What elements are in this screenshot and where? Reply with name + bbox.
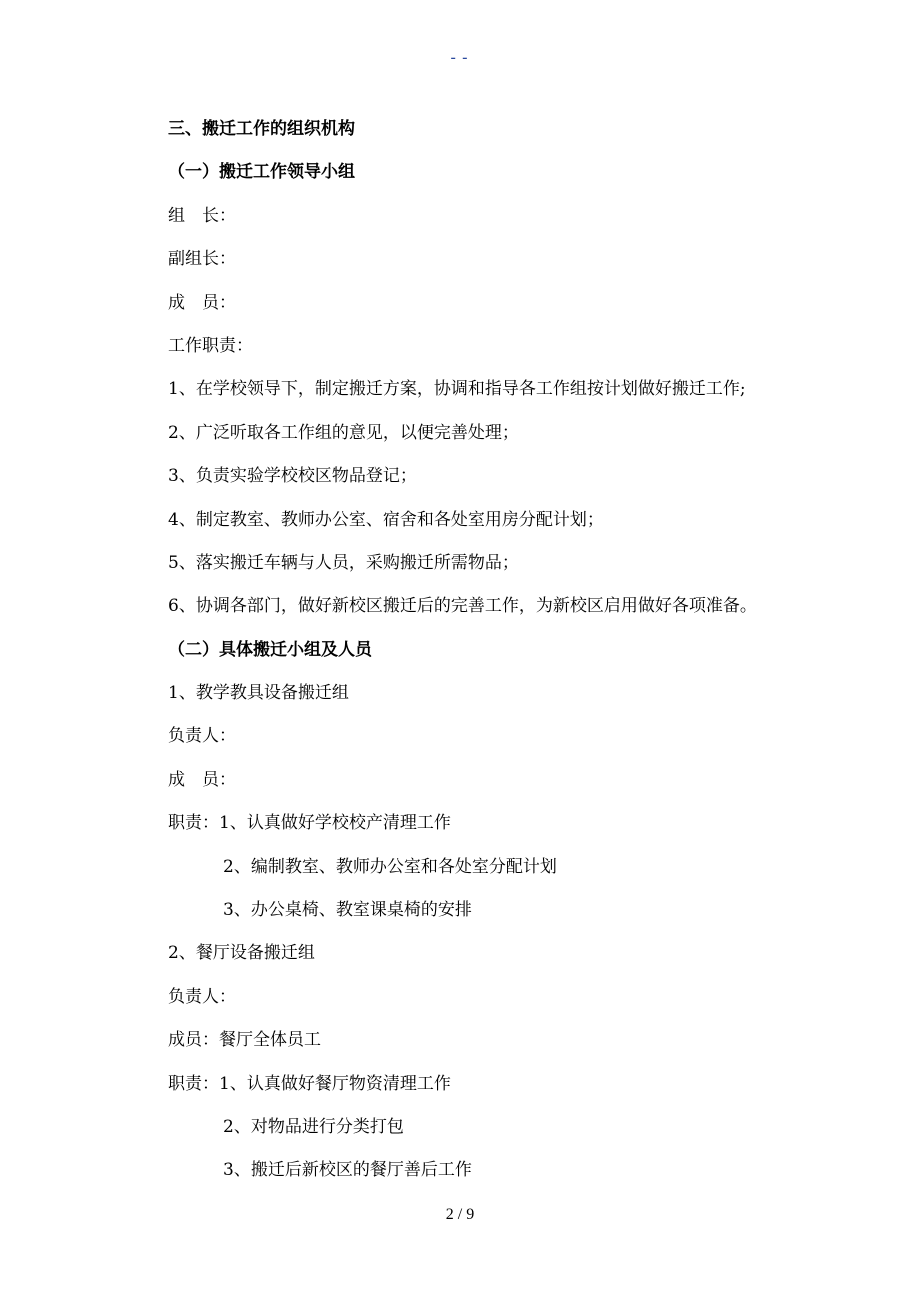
team-duty-item: 2、编制教室、教师办公室和各处室分配计划: [223, 856, 557, 877]
team-members: 成员：餐厅全体员工: [168, 1030, 321, 1051]
group1-duty-item: 2、广泛听取各工作组的意见，以便完善处理；: [168, 422, 519, 443]
group1-duty-item: 1、在学校领导下，制定搬迁方案，协调和指导各工作组按计划做好搬迁工作;: [168, 379, 746, 400]
group1-duty-item: 4、制定教室、教师办公室、宿舍和各处室用房分配计划；: [168, 509, 604, 530]
document-body: [168, 108, 858, 1193]
team-duty-item: 3、搬迁后新校区的餐厅善后工作: [223, 1160, 472, 1181]
group1-heading: （一）搬迁工作领导小组: [168, 162, 355, 183]
team-duty-item: 3、办公桌椅、教室课桌椅的安排: [223, 900, 472, 921]
team-leader: 负责人：: [168, 726, 236, 747]
header-mark: --: [448, 48, 472, 67]
group1-duties-title: 工作职责：: [168, 335, 253, 356]
group1-duty-item: 6、协调各部门，做好新校区搬迁后的完善工作，为新校区启用做好各项准备。: [168, 596, 757, 617]
group1-members: 成 员：: [168, 292, 236, 313]
team-duty-item: 职责：1、认真做好餐厅物资清理工作: [168, 1073, 451, 1094]
group1-duty-item: 3、负责实验学校校区物品登记；: [168, 466, 417, 487]
group1-duty-item: 5、落实搬迁车辆与人员，采购搬迁所需物品；: [168, 552, 519, 573]
team-duty-item: 职责：1、认真做好学校校产清理工作: [168, 813, 451, 834]
page-number: 2 / 9: [445, 1206, 475, 1223]
group2-heading: （二）具体搬迁小组及人员: [168, 639, 372, 660]
section-title: 三、搬迁工作的组织机构: [168, 119, 355, 139]
team-name: 2、餐厅设备搬迁组: [168, 943, 315, 964]
group1-vice-leader: 副组长：: [168, 249, 236, 270]
team-duty-item: 2、对物品进行分类打包: [223, 1116, 404, 1137]
team-members: 成 员：: [168, 769, 236, 790]
group1-leader: 组 长：: [168, 205, 236, 226]
team-leader: 负责人：: [168, 986, 236, 1007]
team-name: 1、教学教具设备搬迁组: [168, 683, 349, 704]
